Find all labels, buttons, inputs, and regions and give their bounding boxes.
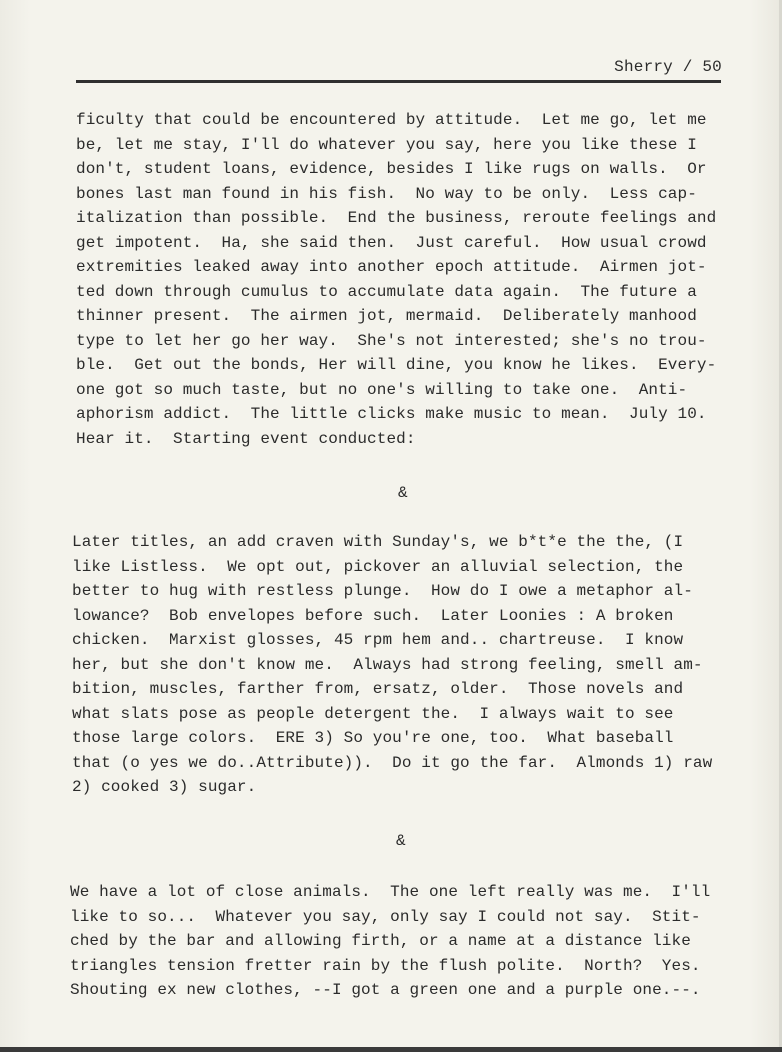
text-line: one got so much taste, but no one's willing to take one. Anti-	[76, 380, 688, 399]
text-line: bition, muscles, farther from, ersatz, older. Those novels and	[72, 680, 684, 698]
text-line: thinner present. The airmen jot, mermaid. Deliberately manhood	[76, 307, 697, 325]
text-line: 2) cooked 3) sugar.	[72, 778, 257, 796]
text-line: Later titles, an add craven with Sunday's, we b*t*e the the, (I	[72, 533, 684, 551]
scanner-bottom-edge	[0, 1047, 782, 1052]
text-line: Hear it. Starting event conducted:	[76, 429, 416, 448]
text-line: get impotent. Ha, she said then. Just careful. How usual crowd	[76, 233, 707, 252]
text-line: like Listless. We opt out, pickover an alluvial selection, the	[72, 557, 684, 576]
text-line: We have a lot of close animals. The one left really was me. I'll	[70, 883, 711, 901]
text-line: Shouting ex new clothes, --I got a green one and a purple one.--.	[70, 981, 701, 999]
text-line: triangles tension fretter rain by the flush polite. North? Yes.	[70, 956, 701, 975]
text-line: extremities leaked away into another epoch attitude. Airmen jot-	[76, 258, 707, 276]
text-line: aphorism addict. The little clicks make music to mean. July 10.	[76, 405, 707, 423]
text-line: don't, student loans, evidence, besides I like rugs on walls. Or	[76, 160, 707, 178]
section-separator: &	[396, 832, 406, 850]
paragraph-3	[70, 880, 740, 1003]
text-line: what slats pose as people detergent the. I always wait to see	[72, 704, 674, 723]
text-line: bones last man found in his fish. No way to be only. Less cap-	[76, 184, 697, 203]
text-line: ted down through cumulus to accumulate data again. The future a	[76, 282, 697, 301]
text-line: ficulty that could be encountered by attitude. Let me go, let me	[76, 111, 707, 129]
paragraph-1	[76, 108, 746, 451]
text-line: lowance? Bob envelopes before such. Later Loonies : A broken	[72, 606, 674, 625]
text-line: ched by the bar and allowing firth, or a name at a distance like	[70, 932, 691, 950]
text-line: italization than possible. End the business, reroute feelings and	[76, 209, 717, 227]
text-line: better to hug with restless plunge. How do I owe a metaphor al-	[72, 582, 693, 600]
text-line: be, let me stay, I'll do whatever you say, here you like these I	[76, 135, 697, 154]
text-line: type to let her go her way. She's not interested; she's no trou-	[76, 331, 707, 350]
text-line: those large colors. ERE 3) So you're one, too. What baseball	[72, 729, 674, 747]
text-line: like to so... Whatever you say, only say I could not say. Stit-	[70, 907, 701, 926]
section-separator: &	[398, 484, 408, 502]
text-line: ble. Get out the bonds, Her will dine, you know he likes. Every-	[76, 356, 717, 374]
paragraph-2	[72, 530, 742, 800]
text-line: her, but she don't know me. Always had strong feeling, smell am-	[72, 655, 703, 674]
text-line: chicken. Marxist glosses, 45 rpm hem and.. chartreuse. I know	[72, 631, 684, 649]
running-head: Sherry / 50	[614, 58, 722, 76]
text-line: that (o yes we do..Attribute)). Do it go the far. Almonds 1) raw	[72, 753, 713, 772]
header-rule	[76, 80, 721, 83]
